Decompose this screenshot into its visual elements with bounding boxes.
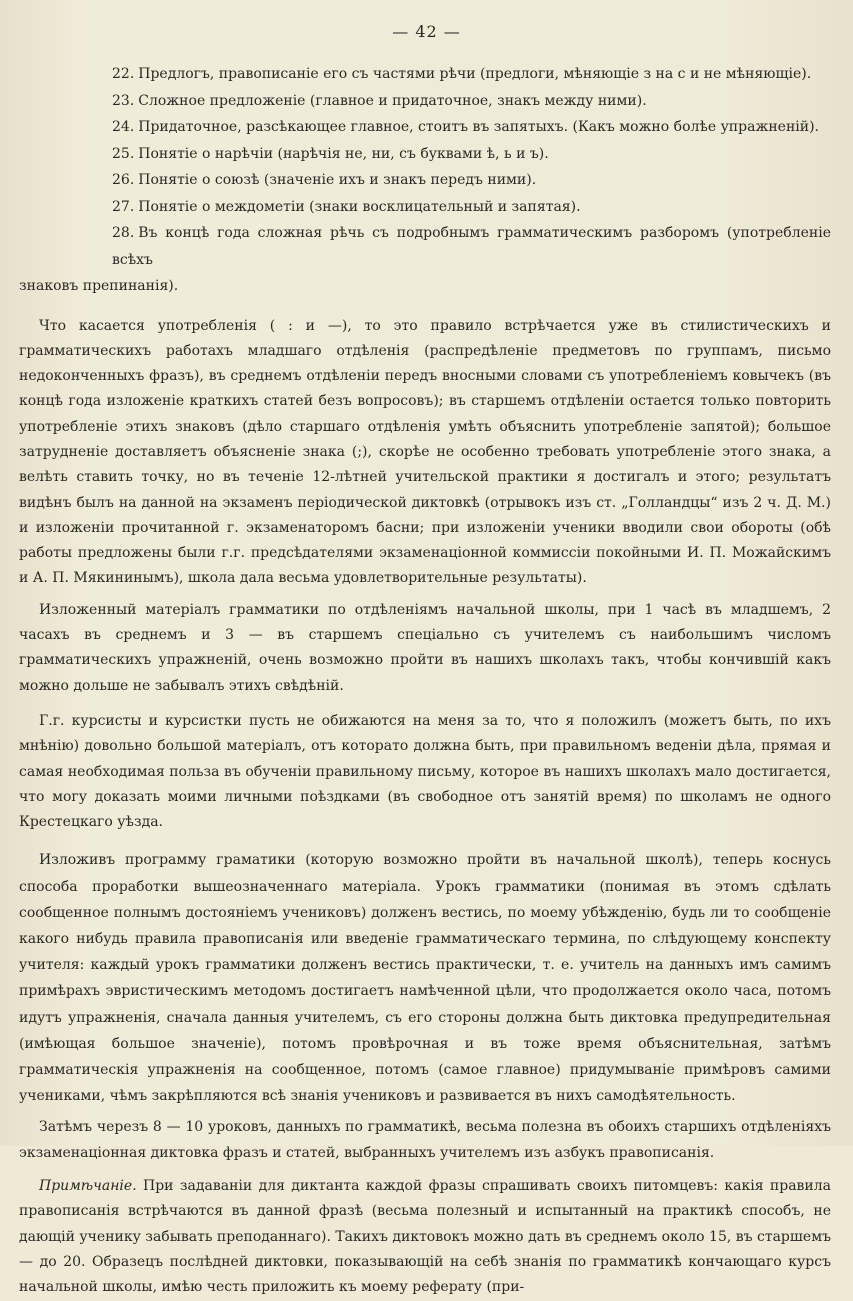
list-item-number: 28.: [112, 225, 135, 241]
list-item-number: 27.: [112, 198, 135, 215]
list-item: [112, 194, 831, 221]
paragraph-text: Г.г. курсисты и курсистки пусть не обижаются на меня за то, что я положилъ (можетъ быть, по ихъ мнѣнію) довольно большой матеріалъ, отъ которато должна быть, при правильномъ веденіи дѣла, прямая и самая необходимая польза въ обученіи правильному письму, которое въ нашихъ школахъ мало достигается, что могу доказать моими личными поѣздками (въ свободное отъ занятій время) по школамъ не одного Крестецкаго уѣзда.: [19, 712, 831, 831]
note-text: При задаваніи для диктанта каждой фразы спрашивать своихъ питомцевъ: какія правила правописанія встрѣчаются въ данной фразѣ (весьма полезный и испытанный на практикѣ способъ, не дающій ученику забывать преподаннаго). Такихъ диктовокъ можно дать въ среднемъ около 15, въ старшемъ — до 20. Образецъ послѣдней диктовки, показывающій на себѣ знанія по грамматикѣ кончающаго курсъ начальной школы, имѣю честь приложить къ моему реферату (при-: [19, 1178, 831, 1296]
list-item: [112, 88, 831, 115]
list-item-number: 26.: [112, 172, 135, 188]
paragraph-text: Изложенный матеріалъ грамматики по отдѣленіямъ начальной школы, при 1 часѣ въ младшемъ, 2 часахъ въ среднемъ и 3 — въ старшемъ спеціально съ учителемъ съ наибольшимъ числомъ грамматическихъ упражненій, очень возможно пройти въ нашихъ школахъ такъ, чтобы кончившій какъ можно дольше не забывалъ этихъ свѣдѣній.: [19, 601, 831, 694]
list-item-text: Понятіе о союзѣ (значеніе ихъ и знакъ передъ ними).: [138, 172, 537, 188]
paragraph-text: Что касается употребленія ( : и —), то это правило встрѣчается уже въ стилистическихъ и грамматическихъ работахъ младшаго отдѣленія (распредѣленіе предметовъ по группамъ, письмо недоконченныхъ фразъ), въ среднемъ отдѣленіи передъ вносными словами съ употребленіемъ ковычекъ (въ концѣ года изложеніе краткихъ статей безъ вопросовъ); въ старшемъ отдѣленіи остается только повторить употребленіе этихъ знаковъ (дѣло старшаго отдѣленія умѣть объяснить употребленіе запятой); большое затрудненіе доставляетъ объясненіе знака (;), скорѣе не особенно требовать употребленіе этого знака, а велѣть ставить точку, но въ теченіе 12-лѣтней учительской практики я достигалъ и этого; результатъ видѣнъ былъ на данной на экзаменъ періодической диктовкѣ (отрывокъ изъ ст. „Голландцы“ изъ 2 ч. Д. М.) и изложеніи прочитанной г. экзаменаторомъ басни; при изложеніи ученики вводили свои обороты (обѣ работы предложены были г.г. предсѣдателями экзаменаціонной коммиссіи покойными И. П. Можайскимъ и А. П. Мякининымъ), школа дала весьма удовлетворительные результаты).: [19, 317, 831, 587]
list-item: [112, 61, 831, 88]
list-item-continuation: знаковъ препинанія).: [19, 278, 179, 294]
list-item-text: Придаточное, разсѣкающее главное, стоитъ въ запятыхъ. (Какъ можно болѣе упражненій).: [138, 119, 819, 135]
list-item-number: 25.: [112, 145, 135, 162]
paragraph-text: Затѣмъ черезъ 8 — 10 уроковъ, данныхъ по грамматикѣ, весьма полезна въ обоихъ старшихъ отдѣленіяхъ экзаменаціонная диктовка фразъ и статей, выбранныхъ учителемъ изъ азбукъ правописанія.: [19, 1119, 831, 1161]
paragraph-dictation: [19, 1115, 831, 1166]
paragraph-method: [19, 847, 831, 1109]
note-paragraph: [19, 1174, 831, 1300]
paragraph-material: [19, 598, 831, 699]
list-item-number: 23.: [112, 92, 135, 109]
paragraph-text: Изложивъ программу граматики (которую возможно пройти въ начальной школѣ), теперь коснусь способа проработки вышеозначеннаго матеріала. Урокъ грамматики (понимая въ этомъ сдѣлать сообщенное полнымъ достояніемъ учениковъ) долженъ вестись, по моему убѣжденію, будь ли то сообщеніе какого нибудь правила правописанія или введеніе грамматическаго термина, по слѣдующему конспекту учителя: каждый урокъ грамматики долженъ вестись практически, т. е. учитель на данныхъ имъ самимъ примѣрахъ эвристическимъ методомъ достигаетъ намѣченной цѣли, что продолжается около часа, потомъ идутъ упражненія, сначала данныя учителемъ, съ его стороны должна быть диктовка предупредительная (имѣющая большое значеніе), потомъ провѣрочная и въ тоже время объяснительная, затѣмъ грамматическія упражненія на сообщенное, потомъ (самое главное) придумываніе примѣровъ самими учениками, чѣмъ закрѣпляются всѣ знанія учениковъ и развивается въ нихъ самодѣятельность.: [19, 852, 831, 1105]
topic-list: [19, 61, 831, 300]
list-item-number: 22.: [112, 66, 135, 82]
list-item: [112, 141, 831, 168]
list-item-text: Предлогъ, правописаніе его съ частями рѣчи (предлоги, мѣняющіе з на с и не мѣняющіе).: [138, 66, 812, 82]
paragraph-punctuation: [19, 314, 831, 592]
list-item: [112, 167, 831, 194]
page-number: — 42 —: [392, 22, 461, 41]
paragraph-courses: [19, 709, 831, 835]
list-item-number: 24.: [112, 119, 135, 135]
list-item-text: Понятіе о междометіи (знаки восклицательный и запятая).: [138, 198, 581, 215]
list-item: [112, 114, 831, 141]
list-item-text: Въ концѣ года сложная рѣчь съ подробнымъ грамматическимъ разборомъ (употребленіе всѣхъ: [112, 225, 831, 268]
note-title: Примѣчаніе.: [39, 1178, 137, 1195]
list-item: [19, 220, 831, 300]
list-item-text: Сложное предложеніе (главное и придаточное, знакъ между ними).: [138, 92, 647, 109]
list-item-text: Понятіе о нарѣчіи (нарѣчія не, ни, съ буквами ѣ, ь и ъ).: [138, 145, 549, 162]
